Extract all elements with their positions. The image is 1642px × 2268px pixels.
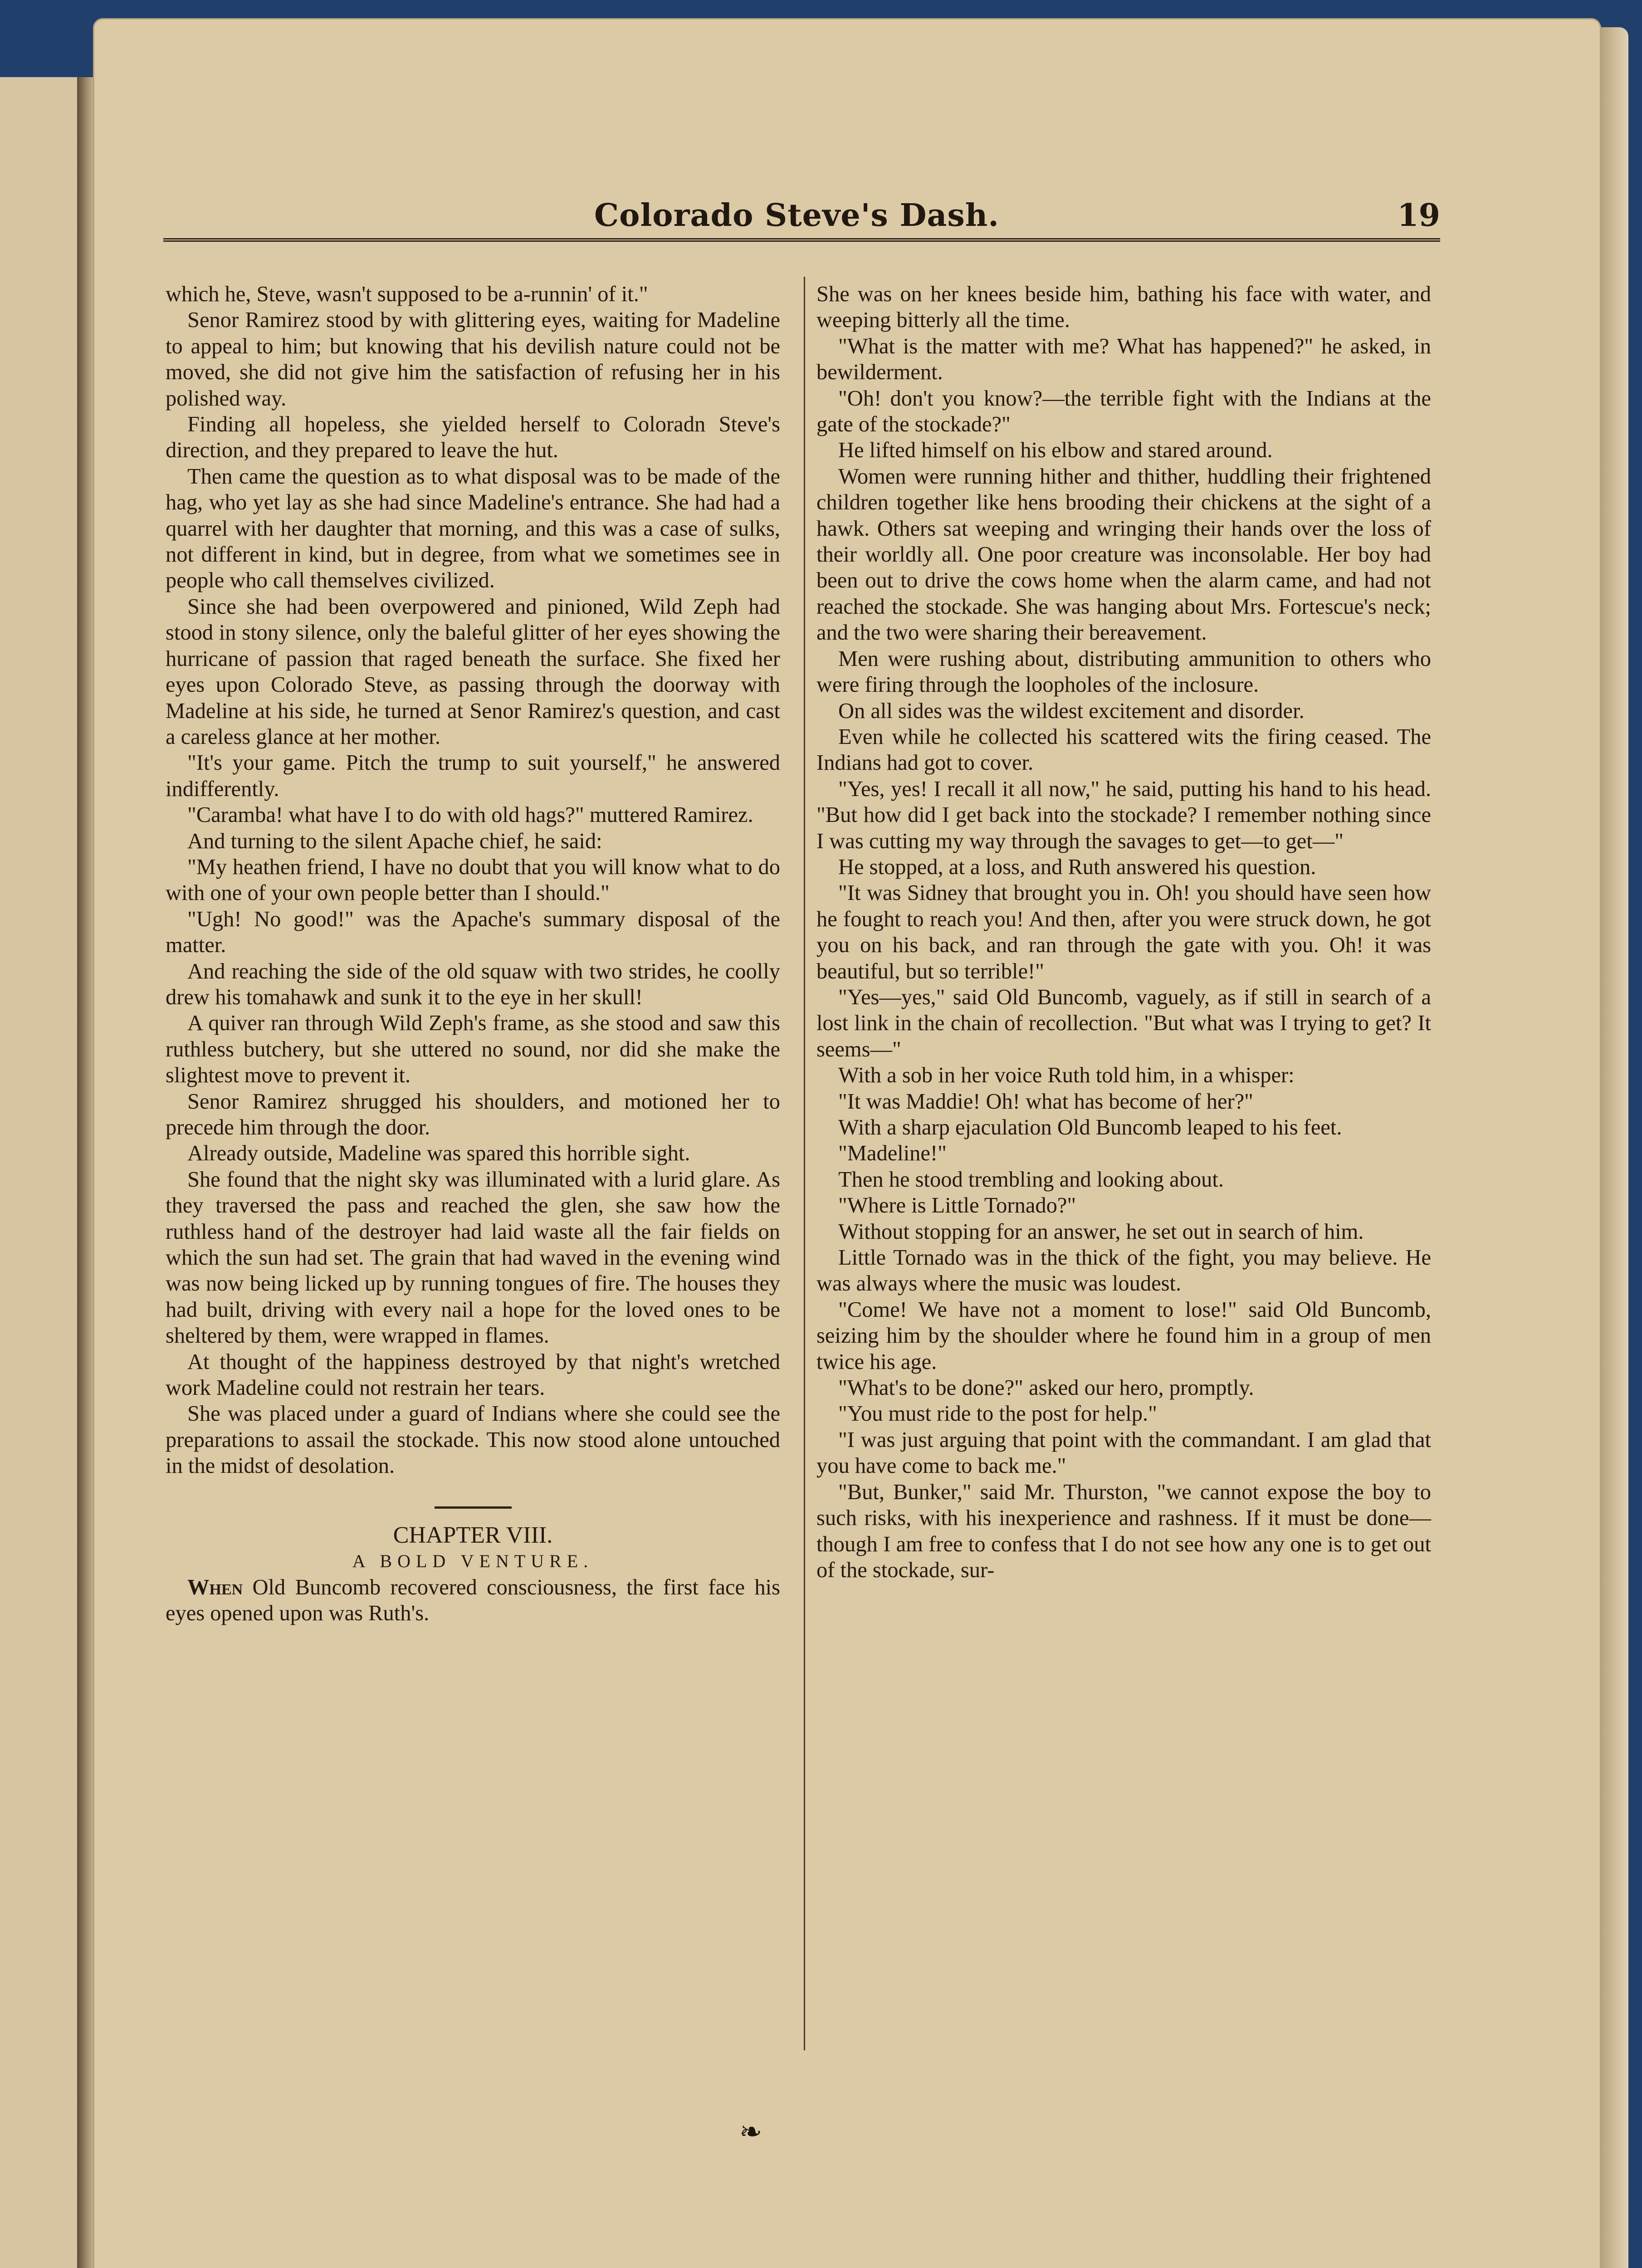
paragraph: Women were running hither and thither, huddling their frightened children together like hens brooding their chickens at the sight of a hawk. Others sat weeping and wringing their hands over the loss of their worldly all. One poor creature was inconsolable. Her boy had been out to drive the cows home when the alarm came, and had not reached the stockade. She was hanging about Mrs. Fortescue's neck; and the two were sharing their bereavement. xyxy=(816,464,1431,645)
chapter-title: A BOLD VENTURE. xyxy=(352,1551,594,1572)
paragraph: "Where is Little Tornado?" xyxy=(838,1193,1076,1218)
paragraph: "Caramba! what have I to do with old hags?" muttered Ramirez. xyxy=(187,803,753,827)
paragraph: "It was Sidney that brought you in. Oh! you should have seen how he fought to reach you! And then, after you were struck down, he got you on his back, and ran through the gate with you. Oh! it was beautiful, but so terrible!" xyxy=(816,881,1431,983)
paragraph: Since she had been overpowered and pinioned, Wild Zeph had stood in stony silence, only the baleful glitter of her eyes showing the hurricane of passion that raged beneath the surface. She fixed her eyes upon Colorado Steve, as passing through the doorway with Madeline at his side, he turned at Senor Ramirez's question, and cast a careless glance at her mother. xyxy=(166,594,780,749)
drop-word: When xyxy=(187,1575,243,1599)
opening-text: Old Buncomb recovered consciousness, the first face his eyes opened upon was Ruth's. xyxy=(166,1575,780,1625)
paragraph: A quiver ran through Wild Zeph's frame, as she stood and saw this ruthless butchery, but she uttered no sound, nor did she make the slightest move to prevent it. xyxy=(166,1011,780,1088)
chapter-opening xyxy=(166,1574,780,1627)
paragraph: With a sob in her voice Ruth told him, in a whisper: xyxy=(838,1063,1295,1088)
paragraph: She was on her knees beside him, bathing his face with water, and weeping bitterly all the time. xyxy=(816,282,1431,332)
paragraph: Then he stood trembling and looking about. xyxy=(838,1167,1224,1192)
paragraph: He lifted himself on his elbow and stared around. xyxy=(838,438,1273,463)
paragraph: "Madeline!" xyxy=(838,1141,947,1166)
paragraph: At thought of the happiness destroyed by that night's wretched work Madeline could not restrain her tears. xyxy=(166,1349,780,1400)
paragraph: Even while he collected his scattered wits the firing ceased. The Indians had got to cover. xyxy=(816,724,1431,775)
paragraph: "Ugh! No good!" was the Apache's summary disposal of the matter. xyxy=(166,907,780,958)
paragraph: "It was Maddie! Oh! what has become of her?" xyxy=(838,1089,1253,1114)
paragraph: She was placed under a guard of Indians where she could see the preparations to assail the stockade. This now stood alone untouched in the midst of desolation. xyxy=(166,1402,780,1478)
paragraph: On all sides was the wildest excitement and disorder. xyxy=(838,699,1305,723)
paragraph: Men were rushing about, distributing ammunition to others who were firing through the loopholes of the inclosure. xyxy=(816,646,1431,697)
paragraph: Then came the question as to what disposal was to be made of the hag, who yet lay as she had since Madeline's entrance. She had had a quarrel with her daughter that morning, and this was a case of sulks, not different in kind, but in degree, from what we sometimes see in people who call themselves civilized. xyxy=(166,464,780,593)
paragraph: "But, Bunker," said Mr. Thurston, "we cannot expose the boy to such risks, with his inexperience and rashness. If it must be done—though I am free to confess that I do not see how any one is to get out of the stockade, sur- xyxy=(816,1480,1431,1582)
printer-mark: ❧ xyxy=(739,2116,762,2148)
paragraph: Senor Ramirez stood by with glittering eyes, waiting for Madeline to appeal to him; but knowing that his devilish nature could not be moved, she did not give him the satisfaction of refusing her in his polished way. xyxy=(166,308,780,411)
paragraph: which he, Steve, wasn't supposed to be a-runnin' of it." xyxy=(166,282,648,306)
column-divider xyxy=(804,277,805,2050)
paragraph: "Oh! don't you know?—the terrible fight with the Indians at the gate of the stockade?" xyxy=(816,386,1431,437)
paragraph: "What's to be done?" asked our hero, promptly. xyxy=(838,1376,1254,1400)
paragraph: Little Tornado was in the thick of the fight, you may believe. He was always where the music was loudest. xyxy=(816,1246,1431,1296)
right-column xyxy=(816,281,1431,1583)
chapter-divider xyxy=(435,1506,512,1509)
paragraph: Without stopping for an answer, he set out in search of him. xyxy=(838,1219,1364,1244)
page-number: 19 xyxy=(1397,197,1440,234)
left-column xyxy=(166,281,780,1626)
paragraph: With a sharp ejaculation Old Buncomb leaped to his feet. xyxy=(838,1115,1342,1139)
paragraph: "I was just arguing that point with the commandant. I am glad that you have come to back me." xyxy=(816,1427,1431,1478)
paragraph: Already outside, Madeline was spared this horrible sight. xyxy=(187,1141,690,1166)
paragraph: He stopped, at a loss, and Ruth answered his question. xyxy=(838,855,1316,879)
paragraph: "My heathen friend, I have no doubt that you will know what to do with one of your own people better than I should." xyxy=(166,855,780,905)
chapter-number: CHAPTER VIII. xyxy=(393,1522,553,1548)
paragraph: "It's your game. Pitch the trump to suit yourself," he answered indifferently. xyxy=(166,751,780,801)
paragraph: Senor Ramirez shrugged his shoulders, and motioned her to precede him through the door. xyxy=(166,1089,780,1139)
paragraph: And reaching the side of the old squaw with two strides, he coolly drew his tomahawk and sunk it to the eye in her skull! xyxy=(166,959,780,1009)
running-title: Colorado Steve's Dash. xyxy=(594,197,999,234)
running-header xyxy=(163,197,1440,242)
paragraph: "Come! We have not a moment to lose!" said Old Buncomb, seizing him by the shoulder where he found him in a group of men twice his age. xyxy=(816,1297,1431,1374)
paragraph: "Yes, yes! I recall it all now," he said, putting his hand to his head. "But how did I get back into the stockade? I remember nothing since I was cutting my way through the savages to get—to get—" xyxy=(816,777,1431,853)
paragraph: "You must ride to the post for help." xyxy=(838,1402,1157,1426)
paragraph: Finding all hopeless, she yielded herself to Coloradn Steve's direction, and they prepared to leave the hut. xyxy=(166,412,780,463)
paragraph: She found that the night sky was illuminated with a lurid glare. As they traversed the pass and reached the glen, she saw how the ruthless hand of the destroyer had laid waste all the fair fields on which the sun had set. The grain that had waved in the evening wind was now being licked up by running tongues of fire. The houses they had built, driving with every nail a hope for the loved ones to be sheltered by them, were wrapped in flames. xyxy=(166,1167,780,1348)
book-spine xyxy=(77,77,95,2268)
paragraph: "What is the matter with me? What has happened?" he asked, in bewilderment. xyxy=(816,334,1431,385)
paragraph: "Yes—yes," said Old Buncomb, vaguely, as if still in search of a lost link in the chain of recollection. "But what was I trying to get? It seems—" xyxy=(816,985,1431,1061)
facing-page-edge xyxy=(0,77,80,2268)
page-edge-shadow xyxy=(1601,27,1628,2268)
paragraph: And turning to the silent Apache chief, he said: xyxy=(187,829,602,853)
